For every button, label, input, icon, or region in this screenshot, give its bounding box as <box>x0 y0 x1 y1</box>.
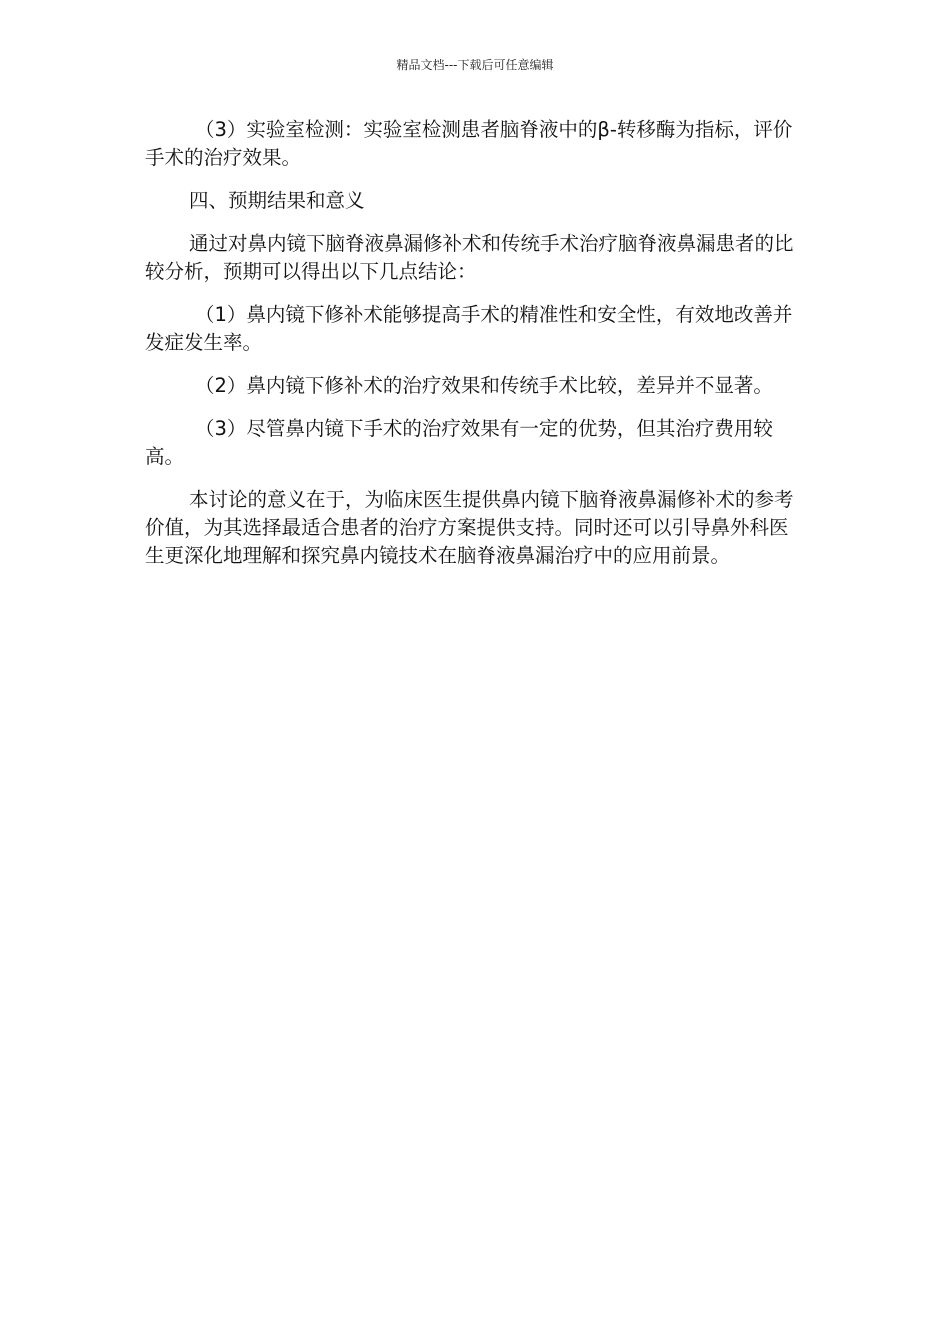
page-header: 精品文档---下载后可任意编辑 <box>396 58 554 72</box>
paragraph-conclusion-2: （2）鼻内镜下修补术的治疗效果和传统手术比较，差异并不显著。 <box>195 374 773 397</box>
paragraph-lab-test: （3）实验室检测：实验室检测患者脑脊液中的β-转移酶为指标，评价手术的治疗效果。 <box>145 118 793 169</box>
section-heading-expected-results: 四、预期结果和意义 <box>189 189 365 212</box>
paragraph-conclusion-3: （3）尽管鼻内镜下手术的治疗效果有一定的优势，但其治疗费用较高。 <box>145 417 773 468</box>
paragraph-significance: 本讨论的意义在于，为临床医生提供鼻内镜下脑脊液鼻漏修补术的参考价值，为其选择最适合患者的治疗方案提供支持。同时还可以引导鼻外科医生更深化地理解和探究鼻内镜技术在脑脊液鼻漏治疗中的应用前景。 <box>145 488 794 567</box>
document-body <box>145 116 807 585</box>
paragraph-intro-conclusions: 通过对鼻内镜下脑脊液鼻漏修补术和传统手术治疗脑脊液鼻漏患者的比较分析，预期可以得出以下几点结论： <box>145 232 794 283</box>
paragraph-conclusion-1: （1）鼻内镜下修补术能够提高手术的精准性和安全性，有效地改善并发症发生率。 <box>145 303 793 354</box>
